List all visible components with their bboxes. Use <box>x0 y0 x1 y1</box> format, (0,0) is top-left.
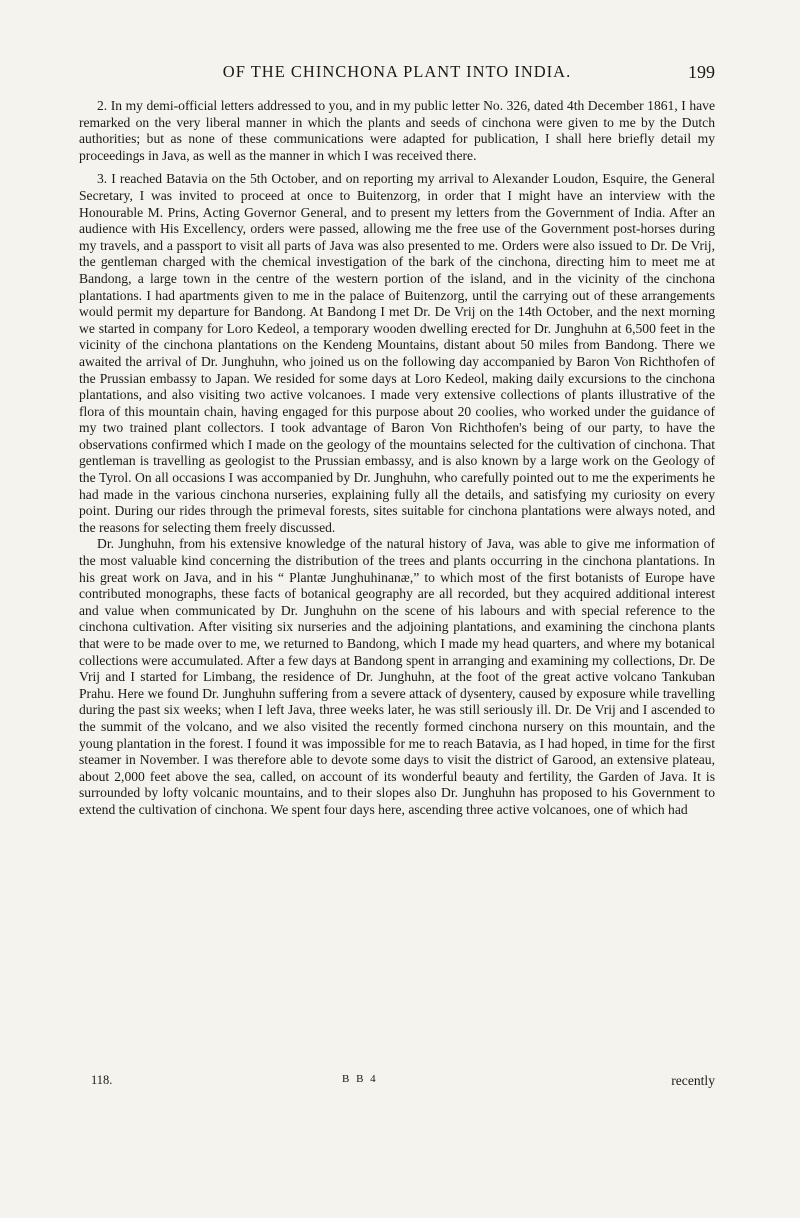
paragraph-number: 2. <box>97 98 108 113</box>
page <box>79 60 715 819</box>
paragraph-text: I reached Batavia on the 5th October, and on reporting my arrival to Alexander Loudon, Esquire, the General Secretary, I was invited to proceed at once to Buitenzorg, in order that I might have an interview with the Honourable M. Prins, Acting Governor General, and to present my letters from the Government of India. After an audience with His Excellency, orders were passed, allowing me the free use of the Government post-horses during my travels, and a passport to visit all parts of Java was also presented to me. Orders were also issued to Dr. De Vrij, the gentleman charged with the chemical investigation of the bark of the cinchona, directing him to meet me at Bandong, a large town in the centre of the western portion of the island, and in the vicinity of the cinchona plantations. I had apartments given to me in the palace of Buitenzorg, until the carrying out of these arrangements would permit my departure for Bandong. At Bandong I met Dr. De Vrij on the 14th October, and the next morning we started in company for Loro Kedeol, a temporary wooden dwelling erected for Dr. Junghuhn at 6,500 feet in the vicinity of the cinchona plantations on the Kendeng Mountains, distant about 50 miles from Bandong. There we awaited the arrival of Dr. Junghuhn, who joined us on the following day accompanied by Baron Von Richthofen of the Prussian embassy to Japan. We resided for some days at Loro Kedeol, making daily excursions to the cinchona plantations, and also visiting two active volcanoes. I made very extensive collections of plants illustrative of the flora of this mountain chain, having engaged for this purpose about 20 coolies, who worked under the guidance of my two trained plant collectors. I took advantage of Baron Von Richthofen's being of our party, to have the observations confirmed which I made on the geology of the mountains selected for the cultivation of cinchona. That gentleman is travelling as geologist to the Prussian embassy, and is also known by a large work on the Geology of the Tyrol. On all occasions I was accompanied by Dr. Junghuhn, who carefully pointed out to me the experiments he had made in the various cinchona nurseries, explaining fully all the details, and satisfying my curiosity on every point. During our rides through the primeval forests, sites suitable for cinchona plantations were always noted, and the reasons for selecting them freely discussed. <box>79 171 715 535</box>
paragraph-3 <box>79 171 715 536</box>
signature-number: 118. <box>91 1073 113 1087</box>
signature-mark: B B 4 <box>342 1073 378 1085</box>
paragraph-continuation <box>79 536 715 818</box>
page-footer <box>79 1073 715 1093</box>
paragraph-number: 3. <box>97 171 108 187</box>
page-number: 199 <box>688 62 715 82</box>
catchword: recently <box>671 1073 715 1088</box>
running-head <box>79 60 715 86</box>
paragraph-2 <box>79 98 715 164</box>
body-text <box>79 98 715 819</box>
paragraph-text: Dr. Junghuhn, from his extensive knowledge of the natural history of Java, was able to give me information of the most valuable kind concerning the distribution of the trees and plants occurring in the cinchona plantations. In his great work on Java, and in his “ Plantæ Junghuhinanæ,” to which most of the first botanists of Europe have contributed monographs, these facts of botanical geography are all recorded, but they acquired additional interest and value when communicated by Dr. Junghuhn on the scene of his labours and with special reference to the cinchona cultivation. After visiting six nurseries and the adjoining plantations, and examining the cinchona plants that were to be made over to me, we returned to Bandong, which I made my head quarters, and where my botanical collections were accumulated. After a few days at Bandong spent in arranging and examining my collections, Dr. De Vrij and I started for Limbang, the residence of Dr. Junghuhn, at the foot of the great active volcano Tankuban Prahu. Here we found Dr. Junghuhn suffering from a severe attack of dysentery, caused by exposure while travelling during the past six weeks; when I left Java, three weeks later, he was still seriously ill. Dr. De Vrij and I ascended to the summit of the volcano, and we also visited the recently formed cinchona nursery on this mountain, and the young plantation in the forest. I found it was impossible for me to reach Batavia, as I had hoped, in time for the first steamer in November. I was therefore able to devote some days to visit the district of Garood, an extensive plateau, about 2,000 feet above the sea, called, on account of its wonderful beauty and fertility, the Garden of Java. It is surrounded by lofty volcanic mountains, and to their slopes also Dr. Junghuhn has proposed to his Government to extend the cultivation of cinchona. We spent four days here, ascending three active volcanoes, one of which had <box>79 536 715 817</box>
running-head-title: OF THE CHINCHONA PLANT INTO INDIA. <box>222 62 572 81</box>
paragraph-text: In my demi-official letters addressed to you, and in my public letter No. 326, dated 4th December 1861, I have remarked on the very liberal manner in which the plants and seeds of cinchona were given to me by the Dutch authorities; but as none of these communications were adapted for publication, I shall here briefly detail my proceedings in Java, as well as the manner in which I was received there. <box>79 98 715 163</box>
